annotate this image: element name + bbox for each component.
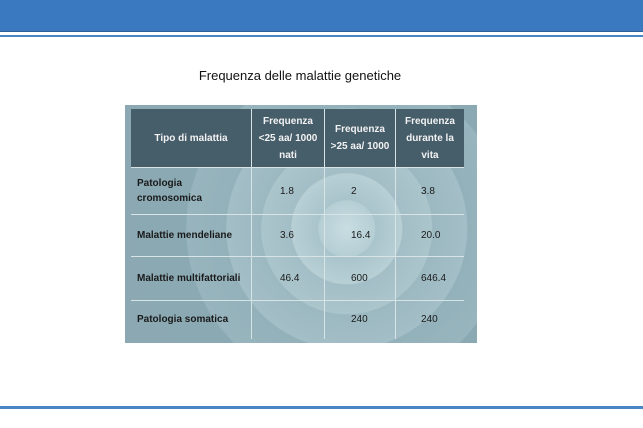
cell-value: 16.4 (325, 215, 396, 257)
cell-value: 600 (325, 257, 396, 301)
row-label: Malattie multifattoriali (131, 257, 252, 301)
bottom-divider (0, 406, 643, 409)
cell-value: 2 (325, 168, 396, 215)
cell-value: 3.6 (252, 215, 325, 257)
header-freq-lifetime: Frequenza durante la vita (396, 109, 465, 168)
table-panel (125, 105, 477, 343)
slide-title: Frequenza delle malattie genetiche (198, 68, 402, 83)
disease-frequency-table (131, 109, 464, 339)
table-row (131, 215, 464, 257)
header-freq-over-25: Frequenza >25 aa/ 1000 (325, 109, 396, 168)
cell-value: 46.4 (252, 257, 325, 301)
table-row (131, 301, 464, 339)
header-freq-under-25: Frequenza <25 aa/ 1000 nati (252, 109, 325, 168)
cell-value: 646.4 (396, 257, 465, 301)
table-header-row (131, 109, 464, 168)
cell-value (252, 301, 325, 339)
top-title-band (0, 0, 643, 32)
cell-value: 240 (325, 301, 396, 339)
cell-value: 240 (396, 301, 465, 339)
top-divider (0, 35, 643, 37)
table-row (131, 168, 464, 215)
cell-value: 20.0 (396, 215, 465, 257)
row-label: Patologia somatica (131, 301, 252, 339)
row-label: Malattie mendeliane (131, 215, 252, 257)
row-label: Patologia cromosomica (131, 168, 252, 215)
table-row (131, 257, 464, 301)
header-disease-type: Tipo di malattia (131, 109, 252, 168)
cell-value: 3.8 (396, 168, 465, 215)
cell-value: 1.8 (252, 168, 325, 215)
